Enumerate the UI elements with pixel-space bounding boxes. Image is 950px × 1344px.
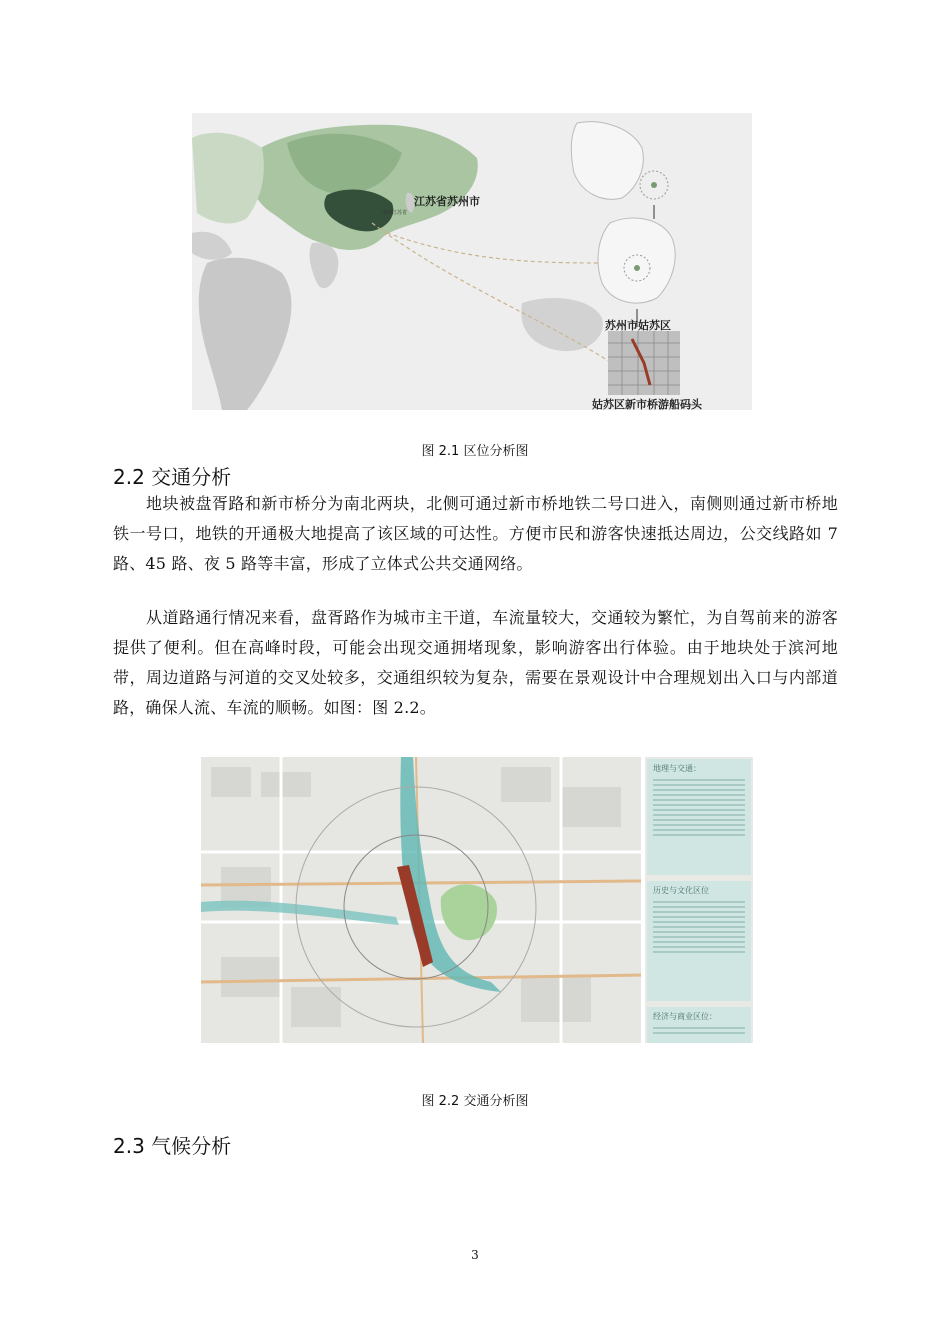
- section-2-3-heading: 2.3 气候分析: [113, 1134, 232, 1158]
- panel-economy-commerce: [647, 1007, 751, 1043]
- label-xinshiqiao-wharf: 姑苏区新市桥游船码头: [592, 398, 702, 410]
- panel-title-geography: 地理与交通：: [653, 764, 701, 773]
- panel-geography-transport: [647, 759, 751, 875]
- label-jiangsu-suzhou: 江苏省苏州市: [414, 195, 480, 208]
- location-map-graphic: [192, 113, 752, 410]
- section-2-2-heading: 2.2 交通分析: [113, 465, 232, 489]
- panel-title-economy: 经济与商业区位：: [653, 1012, 717, 1021]
- figure-2-2-caption: 图 2.2 交通分析图: [421, 1094, 529, 1109]
- panel-history-culture: [647, 881, 751, 1001]
- panel-title-history: 历史与文化区位: [653, 886, 709, 895]
- label-gusu-district: 苏州市姑苏区: [605, 319, 671, 332]
- traffic-analysis-map-figure: [201, 757, 753, 1043]
- figure-2-1-caption: 图 2.1 区位分析图: [421, 444, 529, 459]
- page-number: 3: [471, 1248, 479, 1262]
- paragraph-2: 从道路通行情况来看，盘胥路作为城市主干道，车流量较大，交通较为繁忙，为自驾前来的游客提供了便利。但在高峰时段，可能会出现交通拥堵现象，影响游客出行体验。由于地块处于滨河地带，周边道路与河道的交叉处较多，交通组织较为复杂，需要在景观设计中合理规划出入口与内部道路，确保人流、车流的顺畅。如图：图 2.2。: [113, 608, 838, 717]
- label-china-jiangsu: 中国江苏省: [382, 210, 408, 216]
- paragraph-1: 地块被盘胥路和新市桥分为南北两块，北侧可通过新市桥地铁二号口进入，南侧则通过新市桥地铁一号口，地铁的开通极大地提高了该区域的可达性。方便市民和游客快速抵达周边，公交线路如 7 路、45 路、夜 5 路等丰富，形成了立体式公共交通网络。: [113, 494, 838, 573]
- location-map-figure: [192, 113, 752, 410]
